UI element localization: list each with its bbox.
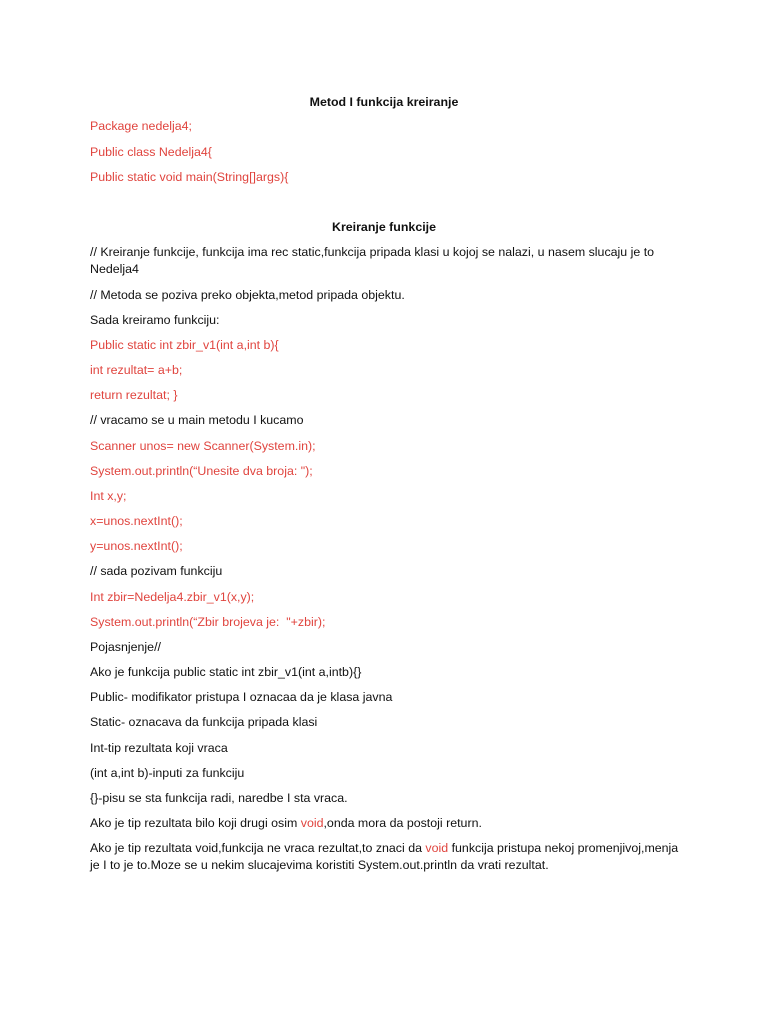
code-line-scanner: Scanner unos= new Scanner(System.in); [90, 439, 316, 453]
comment-line-sada-pozivam: // sada pozivam funkciju [90, 564, 223, 578]
comment-line-vracamo: // vracamo se u main metodu I kucamo [90, 413, 304, 427]
comment-paragraph-static: // Kreiranje funkcije, funkcija ima rec static,funkcija pripada klasi u kojoj se nalazi, u nasem slucaju je to Nedelja4 [90, 245, 658, 276]
code-line-return: return rezultat; } [90, 388, 178, 402]
text-line-sada-kreiramo: Sada kreiramo funkciju: [90, 313, 220, 327]
code-line-package: Package nedelja4; [90, 119, 192, 133]
text-fragment: Ako je tip rezultata void,funkcija ne vraca rezultat,to znaci da [90, 841, 426, 855]
code-line-rezultat: int rezultat= a+b; [90, 363, 183, 377]
code-line-main: Public static void main(String[]args){ [90, 170, 289, 184]
text-line-static: Static- oznacava da funkcija pripada klasi [90, 715, 318, 729]
text-fragment: ,onda mora da postoji return. [323, 816, 482, 830]
section-title: Kreiranje funkcije [332, 220, 436, 234]
code-line-class: Public class Nedelja4{ [90, 145, 212, 159]
code-line-int-zbir: Int zbir=Nedelja4.zbir_v1(x,y); [90, 590, 255, 604]
text-fragment: funkcija pristupa nekoj promenjivoj,menja je I to je to.Moze se u nekim slucajevima koristiti System.out.println da vrati rezultat. [90, 841, 682, 872]
code-line-function-signature: Public static int zbir_v1(int a,int b){ [90, 338, 279, 352]
text-line-pojasnjenje: Pojasnjenje// [90, 640, 161, 654]
text-fragment: Ako je tip rezultata bilo koji drugi osim [90, 816, 301, 830]
text-line-bilo-koji-drugi [90, 815, 690, 832]
code-line-y-nextint: y=unos.nextInt(); [90, 539, 183, 553]
code-line-println-unesite: System.out.println(“Unesite dva broja: "); [90, 464, 313, 478]
code-line-int-xy: Int x,y; [90, 489, 127, 503]
text-line-int-tip: Int-tip rezultata koji vraca [90, 741, 228, 755]
text-line-inputi: (int a,int b)-inputi za funkciju [90, 766, 245, 780]
text-line-ako-je-funkcija: Ako je funkcija public static int zbir_v1(int a,intb){} [90, 665, 362, 679]
code-line-println-zbir: System.out.println(“Zbir brojeva je: "+zbir); [90, 615, 326, 629]
text-line-pisu-se: {}-pisu se sta funkcija radi, naredbe I sta vraca. [90, 791, 348, 805]
keyword-void: void [300, 816, 324, 830]
text-line-public-modifikator: Public- modifikator pristupa I oznacaa da je klasa javna [90, 690, 393, 704]
keyword-void: void [425, 841, 449, 855]
comment-line-metoda: // Metoda se poziva preko objekta,metod pripada objektu. [90, 288, 405, 302]
text-paragraph-void-explanation [90, 840, 690, 874]
code-line-x-nextint: x=unos.nextInt(); [90, 514, 183, 528]
document-title: Metod I funkcija kreiranje [309, 95, 459, 109]
